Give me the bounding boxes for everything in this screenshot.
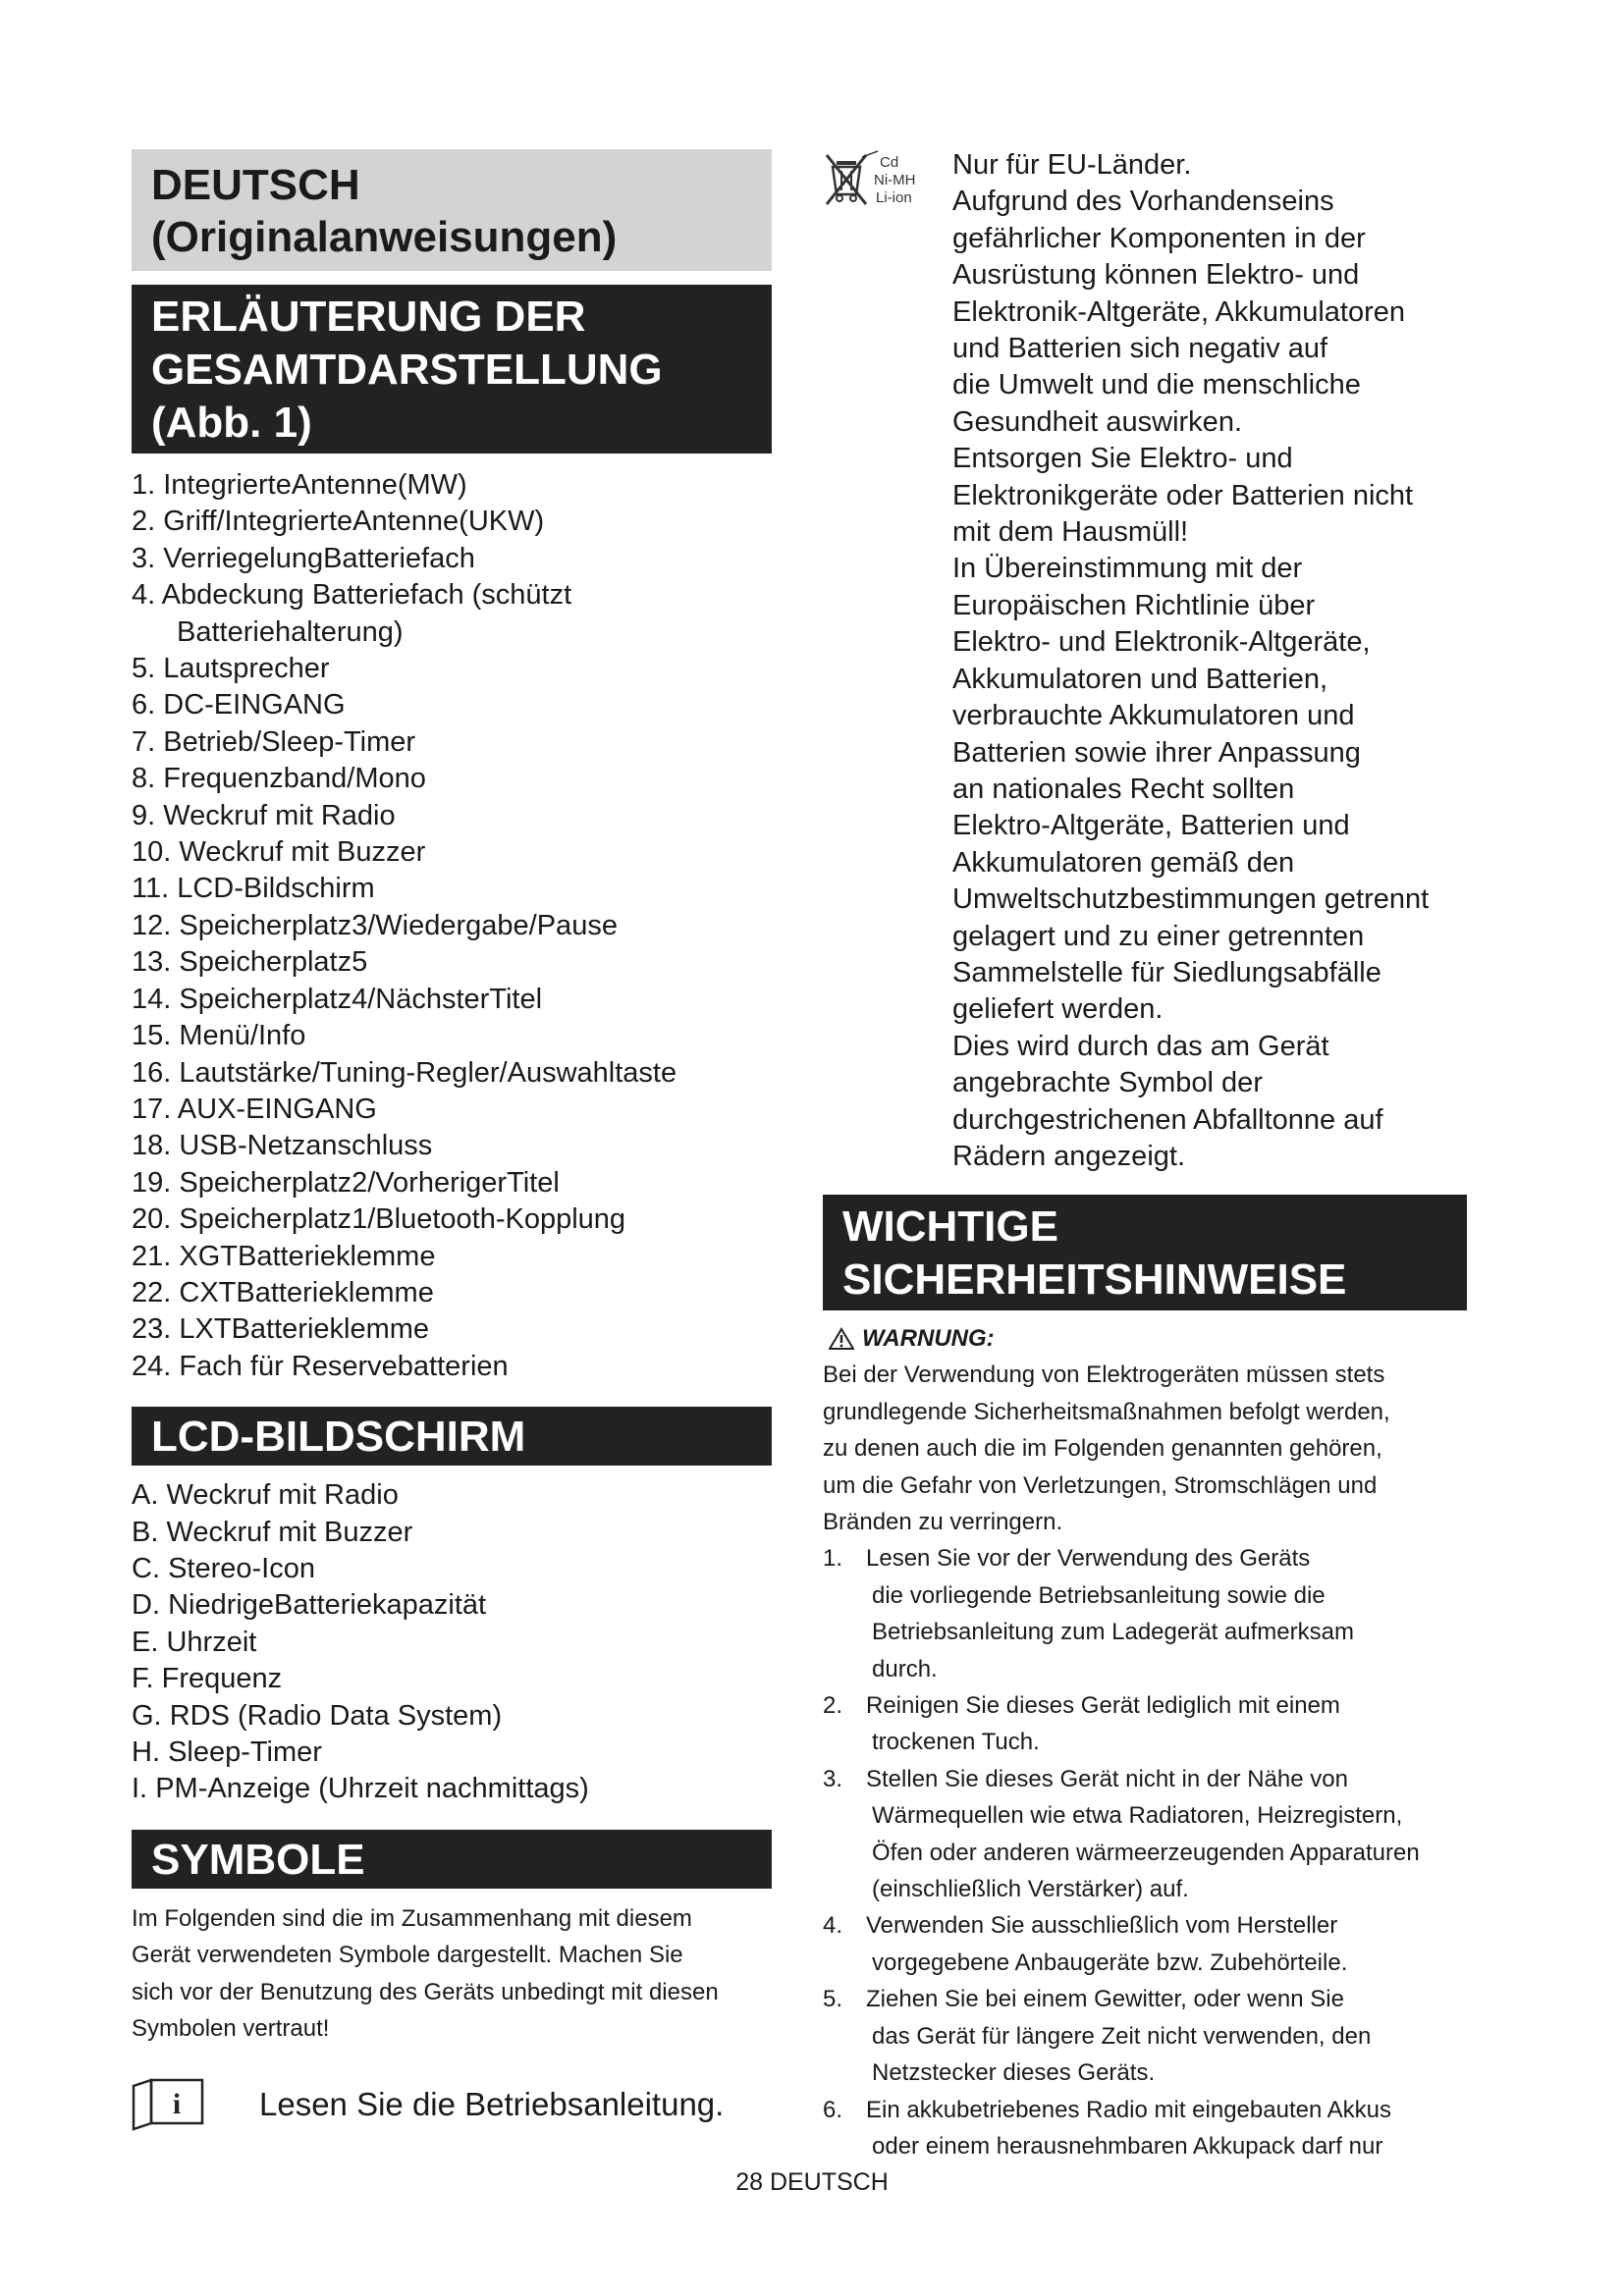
eu-text-line: an nationales Recht sollten (952, 773, 1295, 805)
lcd-item-letter: B. (132, 1516, 159, 1548)
parts-item-text: Speicherplatz1/Bluetooth-Kopplung (179, 1203, 626, 1236)
eu-text-line: Ausrüstung können Elektro- und (952, 259, 1360, 292)
lcd-list-item (132, 1587, 772, 1624)
parts-item-text: LCD-Bildschirm (177, 873, 375, 905)
read-manual-row (132, 2078, 772, 2131)
parts-item-number: 5. (132, 653, 156, 685)
parts-item-number: 16. (132, 1056, 172, 1089)
safety-title-line: WICHTIGE (842, 1202, 1058, 1252)
parts-item-text: XGTBatterieklemme (179, 1240, 436, 1272)
symbols-title-text: SYMBOLE (151, 1835, 365, 1884)
parts-list-item (132, 982, 772, 1018)
symbols-intro-line: Gerät verwendeten Symbole dargestellt. Machen Sie (132, 1942, 683, 1969)
eu-text-line: angebrachte Symbol der (952, 1067, 1263, 1099)
eu-text-line: und Batterien sich negativ auf (952, 333, 1328, 365)
crossed-out-bin-icon (823, 149, 931, 218)
parts-item-text: Speicherplatz3/Wiedergabe/Pause (179, 909, 618, 941)
eu-text-line: Elektronikgeräte oder Batterien nicht (952, 479, 1414, 511)
safety-item-number: 5. (823, 1986, 843, 2013)
right-column (823, 149, 1467, 2164)
safety-section-title (823, 1195, 1467, 1310)
safety-item-body (866, 1907, 1467, 1981)
parts-item-text: Menü/Info (179, 1020, 306, 1052)
lcd-item-text: Sleep-Timer (168, 1736, 322, 1768)
parts-item-text: AUX-EINGANG (177, 1093, 377, 1125)
safety-item-text: Stellen Sie dieses Gerät nicht in der Nähe von (866, 1765, 1348, 1792)
parts-item-text: LXTBatterieklemme (179, 1313, 430, 1346)
parts-item-number: 19. (132, 1166, 172, 1199)
safety-item-continuation: durch. (872, 1655, 938, 1682)
lcd-item-text: NiedrigeBatteriekapazität (168, 1589, 487, 1622)
lcd-item-text: Uhrzeit (166, 1626, 257, 1658)
safety-item-text: Verwenden Sie ausschließlich vom Hersteller (866, 1912, 1338, 1940)
parts-item-text: Speicherplatz2/VorherigerTitel (179, 1166, 560, 1199)
parts-item-number: 7. (132, 725, 156, 758)
read-manual-text: Lesen Sie die Betriebsanleitung. (259, 2086, 725, 2123)
parts-list-item (132, 504, 772, 540)
parts-item-number: 6. (132, 689, 156, 721)
symbols-intro-line: sich vor der Benutzung des Geräts unbedingt mit diesen (132, 1978, 719, 2005)
language-title: DEUTSCH (151, 161, 360, 209)
parts-list-item (132, 724, 772, 761)
bin-label-liion: Li-ion (876, 189, 912, 206)
safety-item-continuation: Wärmequellen wie etwa Radiatoren, Heizregistern, (872, 1802, 1403, 1830)
parts-list-item (132, 1092, 772, 1128)
safety-item-body (866, 2092, 1467, 2165)
safety-item-number: 3. (823, 1765, 843, 1792)
parts-item-number: 1. (132, 469, 156, 501)
parts-list-item (132, 798, 772, 834)
parts-list-item (132, 1165, 772, 1201)
eu-text-line: Nur für EU-Länder. (952, 149, 1192, 181)
lcd-list-item (132, 1625, 772, 1661)
eu-text-line: Elektro-Altgeräte, Batterien und (952, 810, 1350, 842)
eu-text-line: mit dem Hausmüll! (952, 516, 1189, 549)
parts-list-item (132, 1128, 772, 1164)
parts-item-number: 3. (132, 542, 156, 574)
parts-item-text: VerriegelungBatteriefach (163, 542, 475, 574)
safety-item-number: 1. (823, 1545, 843, 1573)
warning-intro-line: zu denen auch die im Folgenden genannten gehören, (823, 1435, 1382, 1463)
parts-item-text: Speicherplatz4/NächsterTitel (179, 983, 543, 1015)
parts-item-text: Griff/IntegrierteAntenne(UKW) (163, 506, 545, 538)
safety-item-continuation: die vorliegende Betriebsanleitung sowie die (872, 1581, 1326, 1609)
parts-item-number: 4. (132, 579, 156, 612)
warning-intro-line: Bei der Verwendung von Elektrogeräten müssen stets (823, 1362, 1385, 1389)
read-manual-icon-letter: i (172, 2088, 182, 2121)
safety-item-number: 4. (823, 1912, 843, 1940)
parts-item-number: 12. (132, 909, 172, 941)
parts-list-item (132, 908, 772, 944)
safety-item-body (866, 1981, 1467, 2091)
parts-item-number: 17. (132, 1093, 172, 1125)
parts-item-number: 2. (132, 506, 156, 538)
safety-item-continuation: oder einem herausnehmbaren Akkupack darf nur (872, 2132, 1383, 2160)
parts-item-number: 10. (132, 836, 172, 869)
parts-item-number: 15. (132, 1020, 172, 1052)
parts-list-item (132, 761, 772, 797)
eu-text-line: Europäischen Richtlinie über (952, 589, 1316, 621)
eu-disposal-text (952, 147, 1429, 1175)
eu-text-line: Gesundheit auswirken. (952, 405, 1242, 438)
parts-item-text: Weckruf mit Radio (163, 799, 396, 831)
parts-list-item (132, 541, 772, 577)
lcd-item-text: Stereo-Icon (168, 1552, 315, 1584)
parts-item-text: Speicherplatz5 (179, 946, 368, 979)
parts-list-item (132, 1239, 772, 1275)
safety-item-body (866, 1540, 1467, 1687)
lcd-item-letter: I. (132, 1773, 148, 1805)
warning-heading (823, 1320, 1467, 1357)
safety-title-line: SICHERHEITSHINWEISE (842, 1255, 1347, 1305)
parts-item-number: 21. (132, 1240, 172, 1272)
safety-item-text: Reinigen Sie dieses Gerät lediglich mit einem (866, 1692, 1340, 1720)
lcd-item-letter: E. (132, 1626, 159, 1658)
lcd-list-item (132, 1661, 772, 1697)
parts-list-item (132, 1311, 772, 1348)
parts-item-number: 13. (132, 946, 172, 979)
symbols-intro (132, 1900, 772, 2048)
eu-text-line: Umweltschutzbestimmungen getrennt (952, 883, 1430, 916)
parts-item-text: USB-Netzanschluss (179, 1130, 433, 1162)
safety-list-item (823, 1761, 1467, 1908)
safety-item-text: Ein akkubetriebenes Radio mit eingebauten Akkus (866, 2096, 1392, 2123)
parts-list-item (132, 834, 772, 871)
symbols-intro-line: Im Folgenden sind die im Zusammenhang mit diesem (132, 1904, 692, 1932)
safety-list-item (823, 2092, 1467, 2165)
safety-item-continuation: Netzstecker dieses Geräts. (872, 2059, 1156, 2087)
lcd-item-letter: D. (132, 1589, 160, 1622)
safety-item-body (866, 1761, 1467, 1908)
safety-item-number: 6. (823, 2096, 843, 2123)
eu-text-line: Aufgrund des Vorhandenseins (952, 186, 1334, 218)
warning-intro-line: Bränden zu verringern. (823, 1509, 1063, 1535)
safety-item-continuation: trockenen Tuch. (872, 1729, 1040, 1756)
safety-item-number: 2. (823, 1692, 843, 1720)
parts-item-number: 20. (132, 1203, 172, 1236)
parts-item-number: 22. (132, 1276, 172, 1308)
safety-item-body (866, 1687, 1467, 1761)
read-manual-icon (132, 2078, 204, 2131)
parts-item-text: CXTBatterieklemme (179, 1276, 434, 1308)
lcd-list-item (132, 1477, 772, 1514)
parts-item-text: Frequenzband/Mono (163, 763, 426, 795)
left-column (132, 149, 772, 2131)
lcd-item-text: PM-Anzeige (Uhrzeit nachmittags) (155, 1773, 589, 1805)
parts-item-number: 24. (132, 1350, 172, 1382)
lcd-item-text: RDS (Radio Data System) (169, 1699, 503, 1732)
lcd-item-letter: C. (132, 1552, 160, 1584)
eu-text-line: Batterien sowie ihrer Anpassung (952, 736, 1361, 769)
parts-list-item (132, 1349, 772, 1385)
eu-text-line: geliefert werden. (952, 993, 1164, 1026)
parts-item-text: Fach für Reservebatterien (179, 1350, 509, 1382)
lcd-section-title (132, 1407, 772, 1466)
parts-item-text: Abdeckung Batteriefach (schützt (161, 579, 572, 612)
parts-list-item (132, 687, 772, 723)
parts-item-text: Lautstärke/Tuning-Regler/Auswahltaste (179, 1056, 677, 1089)
lcd-list-item (132, 1771, 772, 1807)
eu-text-line: Akkumulatoren gemäß den (952, 846, 1295, 879)
eu-text-line: Rädern angezeigt. (952, 1140, 1185, 1172)
parts-list-item (132, 651, 772, 687)
warning-label: WARNUNG: (862, 1325, 995, 1353)
parts-list-item (132, 1201, 772, 1238)
eu-text-line: gelagert und zu einer getrennten (952, 920, 1365, 952)
parts-item-number: 9. (132, 799, 156, 831)
parts-item-text: IntegrierteAntenne(MW) (163, 469, 467, 501)
eu-text-line: Entsorgen Sie Elektro- und (952, 443, 1293, 475)
eu-text-line: In Übereinstimmung mit der (952, 553, 1303, 585)
eu-text-line: Dies wird durch das am Gerät (952, 1030, 1329, 1062)
lcd-list-item (132, 1698, 772, 1735)
safety-item-continuation: (einschließlich Verstärker) auf. (872, 1876, 1189, 1903)
lcd-item-text: Weckruf mit Buzzer (166, 1516, 413, 1548)
page-footer: 28 DEUTSCH (735, 2168, 889, 2196)
safety-item-continuation: Betriebsanleitung zum Ladegerät aufmerksam (872, 1619, 1354, 1646)
safety-list-item (823, 1907, 1467, 1981)
safety-list (823, 1540, 1467, 2164)
warning-intro (823, 1357, 1467, 1540)
parts-item-number: 14. (132, 983, 172, 1015)
lcd-item-letter: A. (132, 1479, 159, 1512)
lcd-list-item (132, 1515, 772, 1551)
safety-list-item (823, 1687, 1467, 1761)
lcd-item-text: Weckruf mit Radio (166, 1479, 399, 1512)
parts-item-number: 8. (132, 763, 156, 795)
eu-text-line: verbrauchte Akkumulatoren und (952, 700, 1355, 732)
eu-text-line: Elektro- und Elektronik-Altgeräte, (952, 626, 1371, 659)
eu-text-line: die Umwelt und die menschliche (952, 369, 1361, 401)
lcd-item-text: Frequenz (161, 1663, 283, 1695)
lcd-list-item (132, 1735, 772, 1771)
lcd-item-letter: F. (132, 1663, 154, 1695)
overview-title-line: GESAMTDARSTELLUNG (151, 346, 663, 394)
lcd-list (132, 1477, 772, 1808)
parts-list-item (132, 871, 772, 907)
eu-text-line: Sammelstelle für Siedlungsabfälle (952, 956, 1381, 988)
symbols-intro-line: Symbolen vertraut! (132, 2015, 330, 2043)
parts-list-item (132, 1275, 772, 1311)
lcd-item-letter: G. (132, 1699, 162, 1732)
bin-label-cd: Cd (880, 154, 899, 171)
language-subtitle: (Originalanweisungen) (151, 213, 618, 261)
overview-section-title (132, 285, 772, 454)
parts-item-number: 11. (132, 873, 170, 905)
safety-list-item (823, 1540, 1467, 1687)
warning-intro-line: grundlegende Sicherheitsmaßnahmen befolgt werden, (823, 1398, 1390, 1425)
eu-disposal-block (823, 149, 1467, 1175)
safety-item-continuation: vorgegebene Anbaugeräte bzw. Zubehörteile. (872, 1949, 1348, 1976)
eu-text-line: gefährlicher Komponenten in der (952, 222, 1366, 254)
safety-item-continuation: das Gerät für längere Zeit nicht verwenden, den (872, 2022, 1372, 2050)
parts-list-item (132, 467, 772, 504)
overview-title-line: ERLÄUTERUNG DER (151, 293, 586, 341)
parts-item-continuation: Batteriehalterung) (177, 615, 404, 648)
parts-item-text: Betrieb/Sleep-Timer (163, 725, 416, 758)
parts-item-text: Lautsprecher (163, 653, 330, 685)
parts-item-text: DC-EINGANG (163, 689, 346, 721)
parts-item-number: 23. (132, 1313, 172, 1346)
lcd-title-text: LCD-BILDSCHIRM (151, 1413, 526, 1462)
eu-text-line: Akkumulatoren und Batterien, (952, 663, 1328, 695)
overview-title-line: (Abb. 1) (151, 399, 312, 447)
parts-list (132, 467, 772, 1385)
lcd-list-item (132, 1551, 772, 1587)
safety-item-text: Ziehen Sie bei einem Gewitter, oder wenn Sie (866, 1986, 1344, 2013)
symbols-section-title (132, 1830, 772, 1889)
parts-list-item (132, 944, 772, 981)
parts-item-text: Weckruf mit Buzzer (179, 836, 426, 869)
safety-item-continuation: Öfen oder anderen wärmeerzeugenden Apparaturen (872, 1839, 1420, 1866)
lcd-item-letter: H. (132, 1736, 160, 1768)
eu-text-line: durchgestrichenen Abfalltonne auf (952, 1103, 1383, 1136)
eu-text-line: Elektronik-Altgeräte, Akkumulatoren (952, 295, 1405, 328)
parts-list-item (132, 1055, 772, 1092)
parts-list-item (132, 1018, 772, 1054)
parts-item-number: 18. (132, 1130, 172, 1162)
language-header (132, 149, 772, 271)
parts-list-item (132, 577, 772, 651)
safety-list-item (823, 1981, 1467, 2091)
bin-label-nimh: Ni-MH (874, 172, 916, 188)
warning-intro-line: um die Gefahr von Verletzungen, Stromschlägen und (823, 1471, 1378, 1499)
safety-item-text: Lesen Sie vor der Verwendung des Geräts (866, 1545, 1311, 1573)
warning-icon (829, 1327, 854, 1351)
